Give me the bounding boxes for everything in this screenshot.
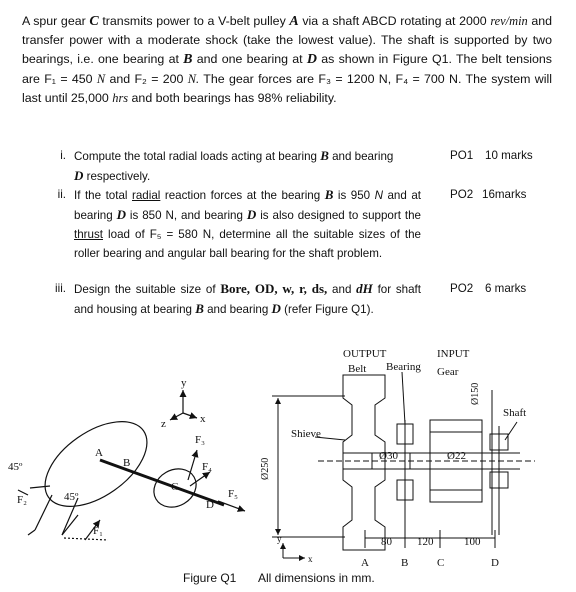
question-2: ii. If the total radial reaction forces at the bearing B is 950 N and at bearing D is 850 N, and bearing D is also designed to support the thrust load of F₅ = 580 N, determine all the suitable sizes of the roller bearing and angular ball bearing for the shaft problem. PO2 16marks (0, 185, 576, 281)
label-input: INPUT (437, 348, 470, 360)
belt-lower (62, 498, 78, 535)
marks: 6 marks (485, 282, 527, 295)
label-output: OUTPUT (343, 348, 387, 360)
question-3-text: Design the suitable size of Bore, OD, w, r, ds, and dH for shaft and housing at bearing B and bearing D (refer Figure Q1). (74, 281, 422, 316)
force-label-f5: F₅ (228, 488, 238, 500)
point-label-b: B (123, 457, 131, 469)
label-shieve: Shieve (291, 428, 321, 440)
dim-d30: Ø30 (379, 450, 398, 462)
marks: 10 marks (485, 149, 533, 162)
dim-120: 120 (417, 536, 434, 548)
axes-icon (170, 390, 197, 420)
station-c: C (437, 557, 445, 569)
dim-100: 100 (464, 536, 481, 548)
axis-label-x: x (200, 413, 206, 425)
axis-x-small: x (308, 554, 313, 564)
force-label-f1: F₁ (93, 525, 103, 537)
figure-note: All dimensions in mm. (258, 571, 375, 585)
point-label-a: A (95, 447, 103, 459)
question-1: i. Compute the total radial loads acting at bearing B and bearing D respectively. PO1 10 marks (0, 146, 576, 186)
section-view (272, 372, 535, 558)
point-label-d: D (206, 499, 214, 511)
dim-d150: Ø150 (470, 382, 481, 405)
program-outcome: PO2 (450, 188, 474, 201)
problem-statement: A spur gear C transmits power to a V-belt pulley A via a shaft ABCD rotating at 2000 rev/min and transfer power with a moderate shock (take the lowest value). The shaft is supported by two bearings, i.e. one bearing at B and one bearing at D as shown in Figure Q1. The belt tensions are F₁ = 450 N and F₂ = 200 N. The gear forces are F₃ = 1200 N, F₄ = 700 N. The system will last until 25,000 hrs and both bearings has 98% reliability. (22, 14, 553, 105)
marks: 16marks (482, 188, 527, 201)
dim-80: 80 (381, 536, 392, 548)
question-2-text: If the total radial reaction forces at the bearing B is 950 N and at bearing D is 850 N, and bearing D is also designed to support the thrust load of F₅ = 580 N, determine all the suitable sizes of the roller bearing and angular ball bearing for the shaft problem. (74, 187, 421, 260)
figure-q1-diagram (0, 330, 576, 570)
dim-d22: Ø22 (447, 450, 466, 462)
angle-label-1: 45º (8, 461, 23, 473)
force-label-f3: F₃ (195, 434, 205, 446)
sheave (343, 375, 385, 550)
axis-label-z: z (161, 418, 166, 430)
force-label-f4: F₄ (202, 461, 212, 473)
program-outcome: PO1 (450, 149, 474, 162)
label-shaft: Shaft (503, 407, 527, 419)
dim-d250: Ø250 (260, 457, 271, 480)
question-1-text: Compute the total radial loads acting at bearing B and bearing D respectively. (74, 148, 394, 183)
label-gear: Gear (437, 366, 459, 378)
program-outcome: PO2 (450, 282, 474, 295)
point-label-c: C (171, 481, 179, 493)
label-belt: Belt (348, 363, 367, 375)
label-bearing: Bearing (386, 361, 421, 373)
question-3: iii. Design the suitable size of Bore, OD, w, r, ds, and dH for shaft and housing at bearing B and bearing D (refer Figure Q1). PO2 6 marks (0, 279, 576, 319)
station-d: D (491, 557, 499, 569)
station-a: A (361, 557, 369, 569)
force-f4-arrow (190, 472, 210, 486)
belt-upper (35, 495, 52, 530)
axis-y-small: y (277, 534, 282, 544)
pulley-a (30, 405, 162, 524)
force-label-f2: F₂ (17, 494, 27, 506)
station-b: B (401, 557, 409, 569)
angle-label-2: 45º (64, 491, 79, 503)
figure-caption: Figure Q1 (183, 571, 237, 585)
axis-label-y: y (181, 377, 187, 389)
force-f5-arrow (218, 501, 245, 511)
